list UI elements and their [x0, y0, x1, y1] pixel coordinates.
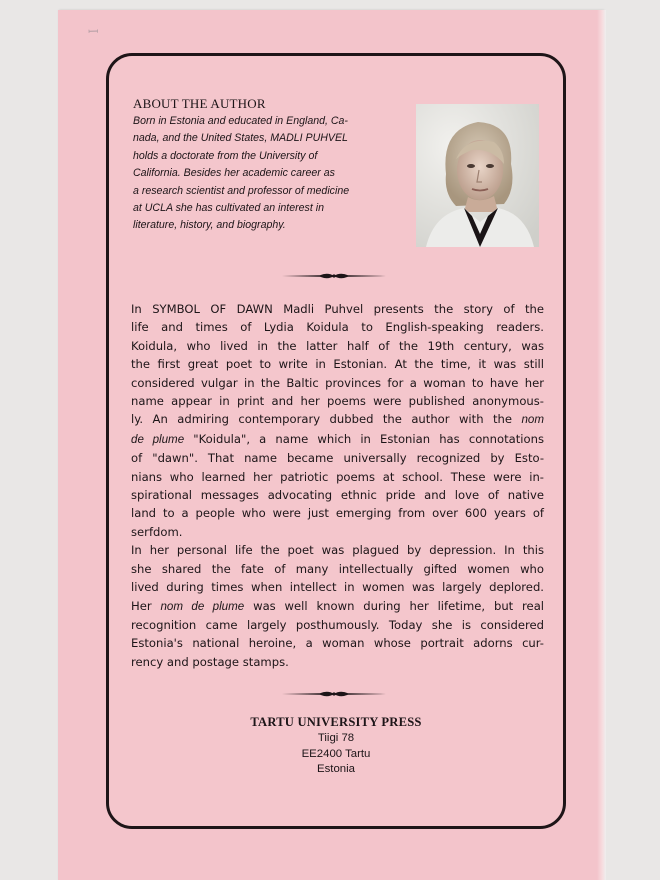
description-line: spirational messages advocating ethnic pride and love of native: [131, 488, 544, 503]
page-edge: [597, 10, 606, 880]
description-line: lived during times when intellect in women was largely deplored.: [131, 580, 544, 595]
pencil-mark: ꟷ: [87, 24, 101, 41]
about-line: California. Besides her academic career as: [133, 167, 335, 180]
description-line: rency and postage stamps.: [131, 654, 289, 669]
description-line: Her nom de plume was well known during her lifetime, but real: [131, 598, 545, 613]
publisher-city: EE2400 Tartu: [301, 747, 371, 760]
publisher-name: TARTU UNIVERSITY PRESS: [250, 715, 422, 729]
about-line: a research scientist and professor of medicine: [133, 184, 350, 197]
publisher-block: [106, 714, 566, 778]
description-line: recognition came largely posthumously. Today she is considered: [131, 617, 544, 632]
about-line: Born in Estonia and educated in England, Ca-: [133, 115, 348, 127]
description-line: nians who learned her patriotic poems at school. These were in-: [131, 469, 544, 484]
about-line: literature, history, and biography.: [133, 219, 286, 232]
about-heading: ABOUT THE AUTHOR: [133, 96, 266, 111]
description-line: Koidula, who lived in the latter half of the 19th century, was: [131, 338, 544, 353]
author-portrait-image: [416, 104, 539, 247]
description-line: of "dawn". That name became universally recognized by Esto-: [131, 451, 544, 466]
description-line: considered vulgar in the Baltic provinces for a woman to have her: [131, 375, 544, 390]
description-line: In her personal life the poet was plagued by depression. In this: [131, 543, 544, 558]
description-line: name appear in print and her poems were published anonymous-: [131, 394, 544, 409]
about-author-text: [133, 113, 405, 235]
description-line: In SYMBOL OF DAWN Madli Puhvel presents the story of the: [131, 302, 544, 316]
publisher-street: Tiigi 78: [317, 732, 355, 744]
ornament-divider-top: [282, 272, 386, 280]
description-line: land to a people who were just emerging from over 600 years of: [131, 506, 544, 521]
description-line: Estonia's national heroine, a woman whose portrait adorns cur-: [131, 636, 544, 651]
description-line: ly. An admiring contemporary dubbed the author with the nom: [131, 412, 544, 427]
description-line: serfdom.: [131, 524, 183, 539]
description-line: life and times of Lydia Koidula to English-speaking readers.: [131, 320, 544, 335]
ornament-divider-bottom: [282, 690, 386, 698]
about-line: at UCLA she has cultivated an interest in: [133, 202, 324, 215]
description-line: the first great poet to write in Estonian. At the time, it was still: [131, 357, 544, 372]
description-line: she shared the fate of many intellectually gifted women who: [131, 561, 544, 576]
publisher-country: Estonia: [317, 763, 355, 775]
about-line: holds a doctorate from the University of: [133, 149, 318, 162]
book-description: [131, 300, 544, 671]
description-line: de plume "Koidula", a name which in Estonian has connotations: [131, 431, 544, 446]
about-line: nada, and the United States, MADLI PUHVEL: [133, 132, 348, 145]
